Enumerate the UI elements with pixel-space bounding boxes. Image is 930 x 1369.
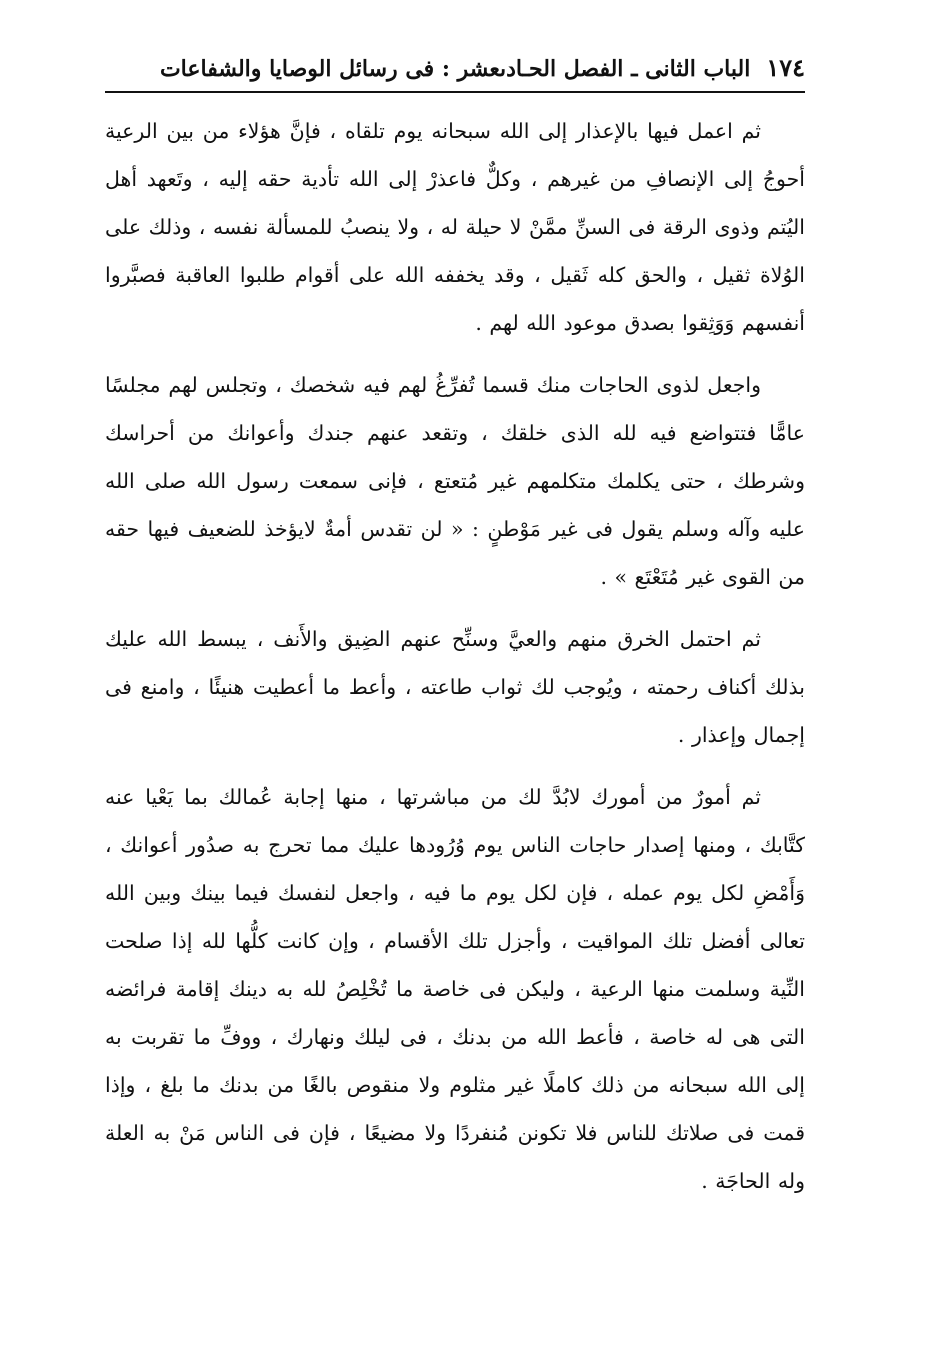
paragraph-4: ثم أمورٌ من أمورك لابُدَّ لك من مباشرتها ، منها إجابة عُمالك بما يَعْيا عنه كتَّابك ، ومنها إصدار حاجات الناس يوم وُرُودها عليك مما تحرج به صدُور أعوانك ، وَأَمْضِ لكل يوم عمله ، فإن لكل يوم ما فيه ، واجعل لنفسك فيما بينك وبين الله تعالى أفضل تلك المواقيت ، وأجزل تلك الأقسام ، وإن كانت كلُّها لله إذا صلحت النِّية وسلمت منها الرعية ، وليكن فى خاصة ما تُخْلِصُ لله به دينك إقامة فرائضه التى هى له خاصة ، فأعط الله من بدنك ، فى ليلك ونهارك ، ووفِّ ما تقربت به إلى الله سبحانه من ذلك كاملًا غير مثلوم ولا منقوص بالغًا من بدنك ما بلغ ، وإذا قمت فى صلاتك للناس فلا تكونن مُنفردًا ولا مضيعًا ، فإن فى الناس مَنْ به العلة وله الحاجَة . (105, 785, 805, 1193)
paragraph-1: ثم اعمل فيها بالإعذار إلى الله سبحانه يوم تلقاه ، فإنَّ هؤلاء من بين الرعية أحوجُ إلى الإنصافِ من غيرهم ، وكلٌّ فاعذرْ إلى الله تأدية حقه إليه ، وتَعهد أهل اليُتم وذوى الرقة فى السنِّ ممَّنْ لا حيلة له ، ولا ينصبُ للمسألة نفسه ، وذلك على الوُلاة ثقيل ، والحق كله ثَقيل ، وقد يخففه الله على أقوام طلبوا العاقبة فصبَّروا أنفسهم وَوَثِقوا بصدق موعود الله لهم . (105, 119, 805, 335)
running-title: الباب الثانى ـ الفصل الحـادىعشر : فى رسائل الوصايا والشفاعات (159, 56, 751, 82)
paragraph-2: واجعل لذوى الحاجات منك قسما تُفرِّغُ لهم فيه شخصك ، وتجلس لهم مجلسًا عامًّا فتتواضع فيه لله الذى خلقك ، وتقعد عنهم جندك وأعوانك من أحراسك وشرطك ، حتى يكلمك متكلمهم غير مُتعتع ، فإنى سمعت رسول الله صلى الله عليه وآله وسلم يقول فى غير مَوْطنٍ : « لن تقدس أمةٌ لايؤخذ للضعيف فيها حقه من القوى غير مُتَعْتَع » . (105, 373, 805, 589)
paragraph-3: ثم احتمل الخرق منهم والعيَّ وسنِّح عنهم الضِيق والأَنف ، يبسط الله عليك بذلك أكناف رحمته ، ويُوجب لك ثواب طاعته ، وأعط ما أعطيت هنيئًا ، وامنع فى إجمال وإعذار . (105, 627, 805, 747)
running-header (105, 50, 805, 93)
page-number: ١٧٤ (766, 53, 805, 82)
book-page (105, 50, 805, 1205)
body-text (105, 107, 805, 1205)
